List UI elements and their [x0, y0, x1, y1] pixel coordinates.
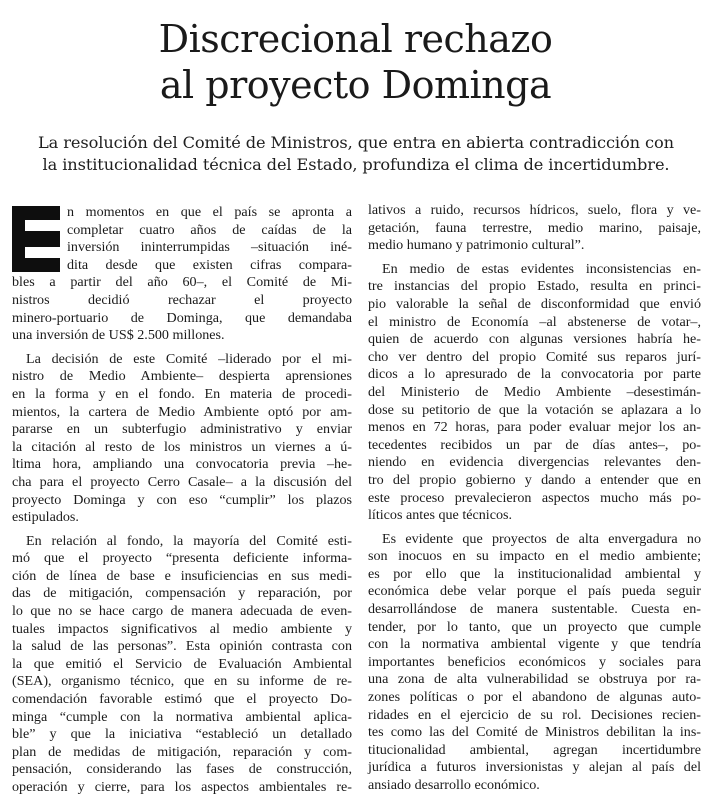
text-line: pararse en un subterfugio administrativo y enviar [12, 421, 352, 438]
text-line: minga “cumple con la normativa ambiental aplica- [12, 708, 352, 725]
text-line: En medio de estas evidentes inconsistencias en- [382, 260, 701, 277]
text-line: son inocuos en su impacto en el medio ambiente; [368, 548, 701, 565]
text-line: cho ver dentro del propio Comité sus reparos jurí- [368, 348, 701, 365]
text-line: (SEA), organismo técnico, que en su informe de re- [12, 673, 352, 690]
text-line: mientos, la cartera de Medio Ambiente optó por am- [12, 403, 352, 420]
text-line: pensación, considerando las fases de construcción, [12, 761, 352, 778]
text-line: del Ministerio de Medio Ambiente –desestimán- [368, 383, 701, 400]
paragraph-2 [12, 351, 352, 527]
text-line: ansiado desarrollo económico. [368, 777, 540, 793]
paragraph-5 [368, 531, 701, 795]
text-line: tuales impactos significativos al medio ambiente y [12, 620, 352, 637]
text-line: completar cuatro años de caídas de la [67, 221, 352, 238]
text-line: estipulados. [12, 509, 79, 526]
text-line: zones políticas o por el abandono de algunas auto- [368, 689, 701, 706]
text-line: minero-portuario de Dominga, que demandaba [12, 309, 352, 326]
text-line: En relación al fondo, la mayoría del Comité esti- [26, 532, 352, 549]
text-line: tre instancias del propio Estado, resulta en princi- [368, 278, 701, 295]
drop-cap [12, 206, 60, 272]
text-line: líticos antes que técnicos. [368, 507, 513, 524]
text-line: La decisión de este Comité –liderado por el mi- [26, 350, 352, 367]
text-line: nistro de Medio Ambiente– despierta aprensiones [12, 368, 352, 385]
text-line: tender, por lo tanto, que un proyecto que cumple [368, 618, 701, 635]
text-line: inversión ininterrumpidas –situación iné- [67, 239, 352, 256]
headline-line-1: Discrecional rechazo [158, 17, 553, 61]
right-column [368, 202, 701, 795]
text-line: con la normativa ambiental vigente y que tendría [368, 636, 701, 653]
paragraph-3-continued [368, 202, 701, 255]
text-line: jurídica a futuros inversionistas y alejan al país del [368, 759, 701, 776]
text-line: dose su petitorio de que la votación se aplazara a lo [368, 401, 701, 418]
text-line: getación, fauna terrestre, medio marino, paisaje, [368, 219, 701, 236]
text-line: económica debe velar porque el país pueda seguir [368, 583, 701, 600]
text-line: n momentos en que el país se apronta a [67, 204, 352, 220]
text-line: mó que el proyecto “presenta deficiente informa- [12, 550, 352, 567]
text-line: lativos a ruido, recursos hídricos, suelo, flora y ve- [368, 202, 701, 218]
text-line: titucionalidad ambiental, agregan incertidumbre [368, 741, 701, 758]
text-line: tecedentes recibidos un par de días antes–, po- [368, 436, 701, 453]
text-line: ridades en el ejercicio de su rol. Decisiones recien- [368, 706, 701, 723]
text-line: tro del propio gobierno y dando a entender que en [368, 471, 701, 488]
text-line: la citación al resto de los ministros un viernes a ú- [12, 438, 352, 455]
text-line: importantes beneficios económicos y sociales para [368, 653, 701, 670]
text-line: das de mitigación, compensación y reparación, por [12, 585, 352, 602]
subhead-line-1: La resolución del Comité de Ministros, que entra en abierta contradicción con [38, 133, 674, 152]
text-line: operación y cierre, para los aspectos ambientales re- [12, 779, 352, 795]
subheadline [10, 132, 702, 176]
text-line: bles a partir del año 60–, el Comité de Mi- [12, 274, 352, 291]
text-line: dita desde que existen cifras compara- [67, 256, 352, 273]
text-line: ble” y que la iniciativa “estableció un detallado [12, 726, 352, 743]
text-line: comendación favorable estimó que el proyecto Do- [12, 691, 352, 708]
text-line: nistros decidió rechazar el proyecto [12, 291, 352, 308]
text-line: este proceso prevalecieron aspectos mucho más po- [368, 489, 701, 506]
text-line: la que emitió el Servicio de Evaluación Ambiental [12, 655, 352, 672]
text-line: es por ello que la institucionalidad ambiental y [368, 565, 701, 582]
paragraph-3 [12, 533, 352, 797]
paragraph-1 [12, 204, 352, 345]
text-line: menos en 72 horas, para poder evaluar mejor los an- [368, 419, 701, 436]
text-line: desarrollándose de manera sustentable. Cuesta en- [368, 601, 701, 618]
text-line: Es evidente que proyectos de alta envergadura no [382, 530, 701, 547]
text-line: una zona de alta vulnerabilidad se obstruya por ra- [368, 671, 701, 688]
text-line: tes como las del Comité de Ministros debilitan la ins- [368, 724, 701, 741]
paragraph-4 [368, 261, 701, 525]
text-line: el ministro de Economía –al abstenerse de votar–, [368, 313, 701, 330]
left-column [12, 204, 352, 797]
text-line: niendo en evidencia divergencias relevantes den- [368, 454, 701, 471]
text-line: plan de medidas de mitigación, reparación y com- [12, 743, 352, 760]
drop-cap-letter [12, 206, 60, 272]
text-line: cha para el proyecto Cerro Casale– a la discusión del [12, 473, 352, 490]
text-line: ltima hora, ampliando una convocatoria previa –he- [12, 456, 352, 473]
text-line: quien de acuerdo con algunas versiones habría he- [368, 331, 701, 348]
text-line: medio humano y patrimonio cultural”. [368, 237, 585, 254]
text-line: proyecto Dominga y con eso “cumplir” los plazos [12, 491, 352, 508]
text-line: una inversión de US$ 2.500 millones. [12, 327, 225, 344]
headline [0, 16, 711, 108]
subhead-line-2: la institucionalidad técnica del Estado, profundiza el clima de incertidumbre. [42, 155, 670, 174]
text-line: en la forma y en el fondo. En materia de procedi- [12, 385, 352, 402]
text-line: lo que no se hace cargo de manera adecuada de even- [12, 603, 352, 620]
text-line: la salud de las personas”. Esta opinión contrasta con [12, 638, 352, 655]
text-line: ción de línea de base e insuficiencias en sus medi- [12, 567, 352, 584]
text-line: dicos a lo apresurado de la convocatoria por parte [368, 366, 701, 383]
text-line: pio valorable la señal de disconformidad que envió [368, 295, 701, 312]
headline-line-2: al proyecto Dominga [159, 63, 552, 107]
